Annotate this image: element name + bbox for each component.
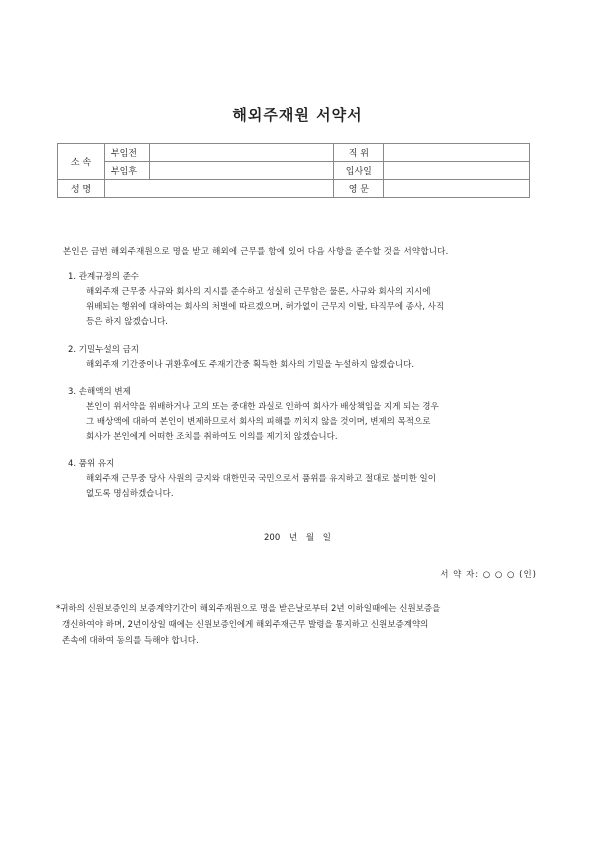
dept-after-field[interactable] xyxy=(149,162,334,180)
footnote-line: *귀하의 신원보증인의 보증계약기간이 해외주재원으로 명을 받은날로부터 2년 이하일때에는 신원보증을 xyxy=(56,604,441,614)
dept-after-label: 부임후 xyxy=(104,162,149,180)
clause-1 xyxy=(68,270,541,330)
dept-before-label: 부임전 xyxy=(104,144,149,162)
join-date-field[interactable] xyxy=(384,162,530,180)
clause-line: 본인이 위서약을 위배하거나 고의 또는 중대한 과실로 인하여 회사가 배상책임을 지게 되는 경우 xyxy=(86,402,439,412)
document-title: 해외주재원 서약서 xyxy=(232,106,363,124)
clause-line: 그 배상액에 대하여 본인이 변제하므로서 회사의 피해를 끼치지 않을 것이며, 변제의 목적으로 xyxy=(86,417,431,427)
clause-line: 해외주재 근무중 당사 사원의 긍지와 대한민국 국민으로서 품위를 유지하고 절대로 불미한 일이 xyxy=(86,474,436,484)
footnote xyxy=(56,601,546,649)
join-date-label: 입사일 xyxy=(334,162,384,180)
name-label: 성 명 xyxy=(58,180,105,198)
clause-line: 위배되는 행위에 대하여는 회사의 처벌에 따르겠으며, 허가없이 근무지 이탈, 타직무에 종사, 사직 xyxy=(86,302,445,312)
affiliation-label: 소 속 xyxy=(58,144,105,180)
clause-line: 회사가 본인에게 어떠한 조치를 취하여도 이의를 제기치 않겠습니다. xyxy=(86,432,338,442)
name-field[interactable] xyxy=(104,180,333,198)
intro-text: 본인은 금번 해외주재원으로 명을 받고 해외에 근무를 함에 있어 다음 사항을 준수할 것을 서약합니다. xyxy=(63,247,449,257)
position-label: 직 위 xyxy=(334,144,384,162)
clause-2 xyxy=(68,343,541,373)
clause-3 xyxy=(68,385,541,445)
clause-4 xyxy=(68,457,541,502)
clause-line: 등은 하지 않겠습니다. xyxy=(86,317,169,327)
position-field[interactable] xyxy=(384,144,530,162)
dept-before-field[interactable] xyxy=(149,144,334,162)
clause-heading: 3. 손해액의 변제 xyxy=(68,387,131,397)
english-name-label: 영 문 xyxy=(334,180,384,198)
info-table xyxy=(57,143,530,198)
clause-heading: 4. 품위 유지 xyxy=(68,459,115,469)
footnote-line: 존속에 대하여 동의를 득해야 합니다. xyxy=(62,636,199,646)
clause-line: 해외주재 기간중이나 귀환후에도 주재기간중 획득한 회사의 기밀을 누설하지 않겠습니다. xyxy=(86,360,415,370)
clause-line: 해외주재 근무중 사규와 회사의 지시를 준수하고 성실히 근무함은 물론, 사규와 회사의 지시에 xyxy=(86,287,431,297)
clause-heading: 1. 관계규정의 준수 xyxy=(68,272,139,282)
english-name-field[interactable] xyxy=(384,180,530,198)
clause-line: 없도록 명심하겠습니다. xyxy=(86,489,174,499)
footnote-line: 갱신하여야 하며, 2년이상일 때에는 신원보증인에게 해외주재근무 발령을 통지하고 신원보증계약의 xyxy=(62,620,429,630)
date-line: 200 년 월 일 xyxy=(264,533,331,543)
signature-line: 서 약 자: ○ ○ ○ (인) xyxy=(440,570,537,580)
clause-heading: 2. 기밀누설의 금지 xyxy=(68,345,139,355)
